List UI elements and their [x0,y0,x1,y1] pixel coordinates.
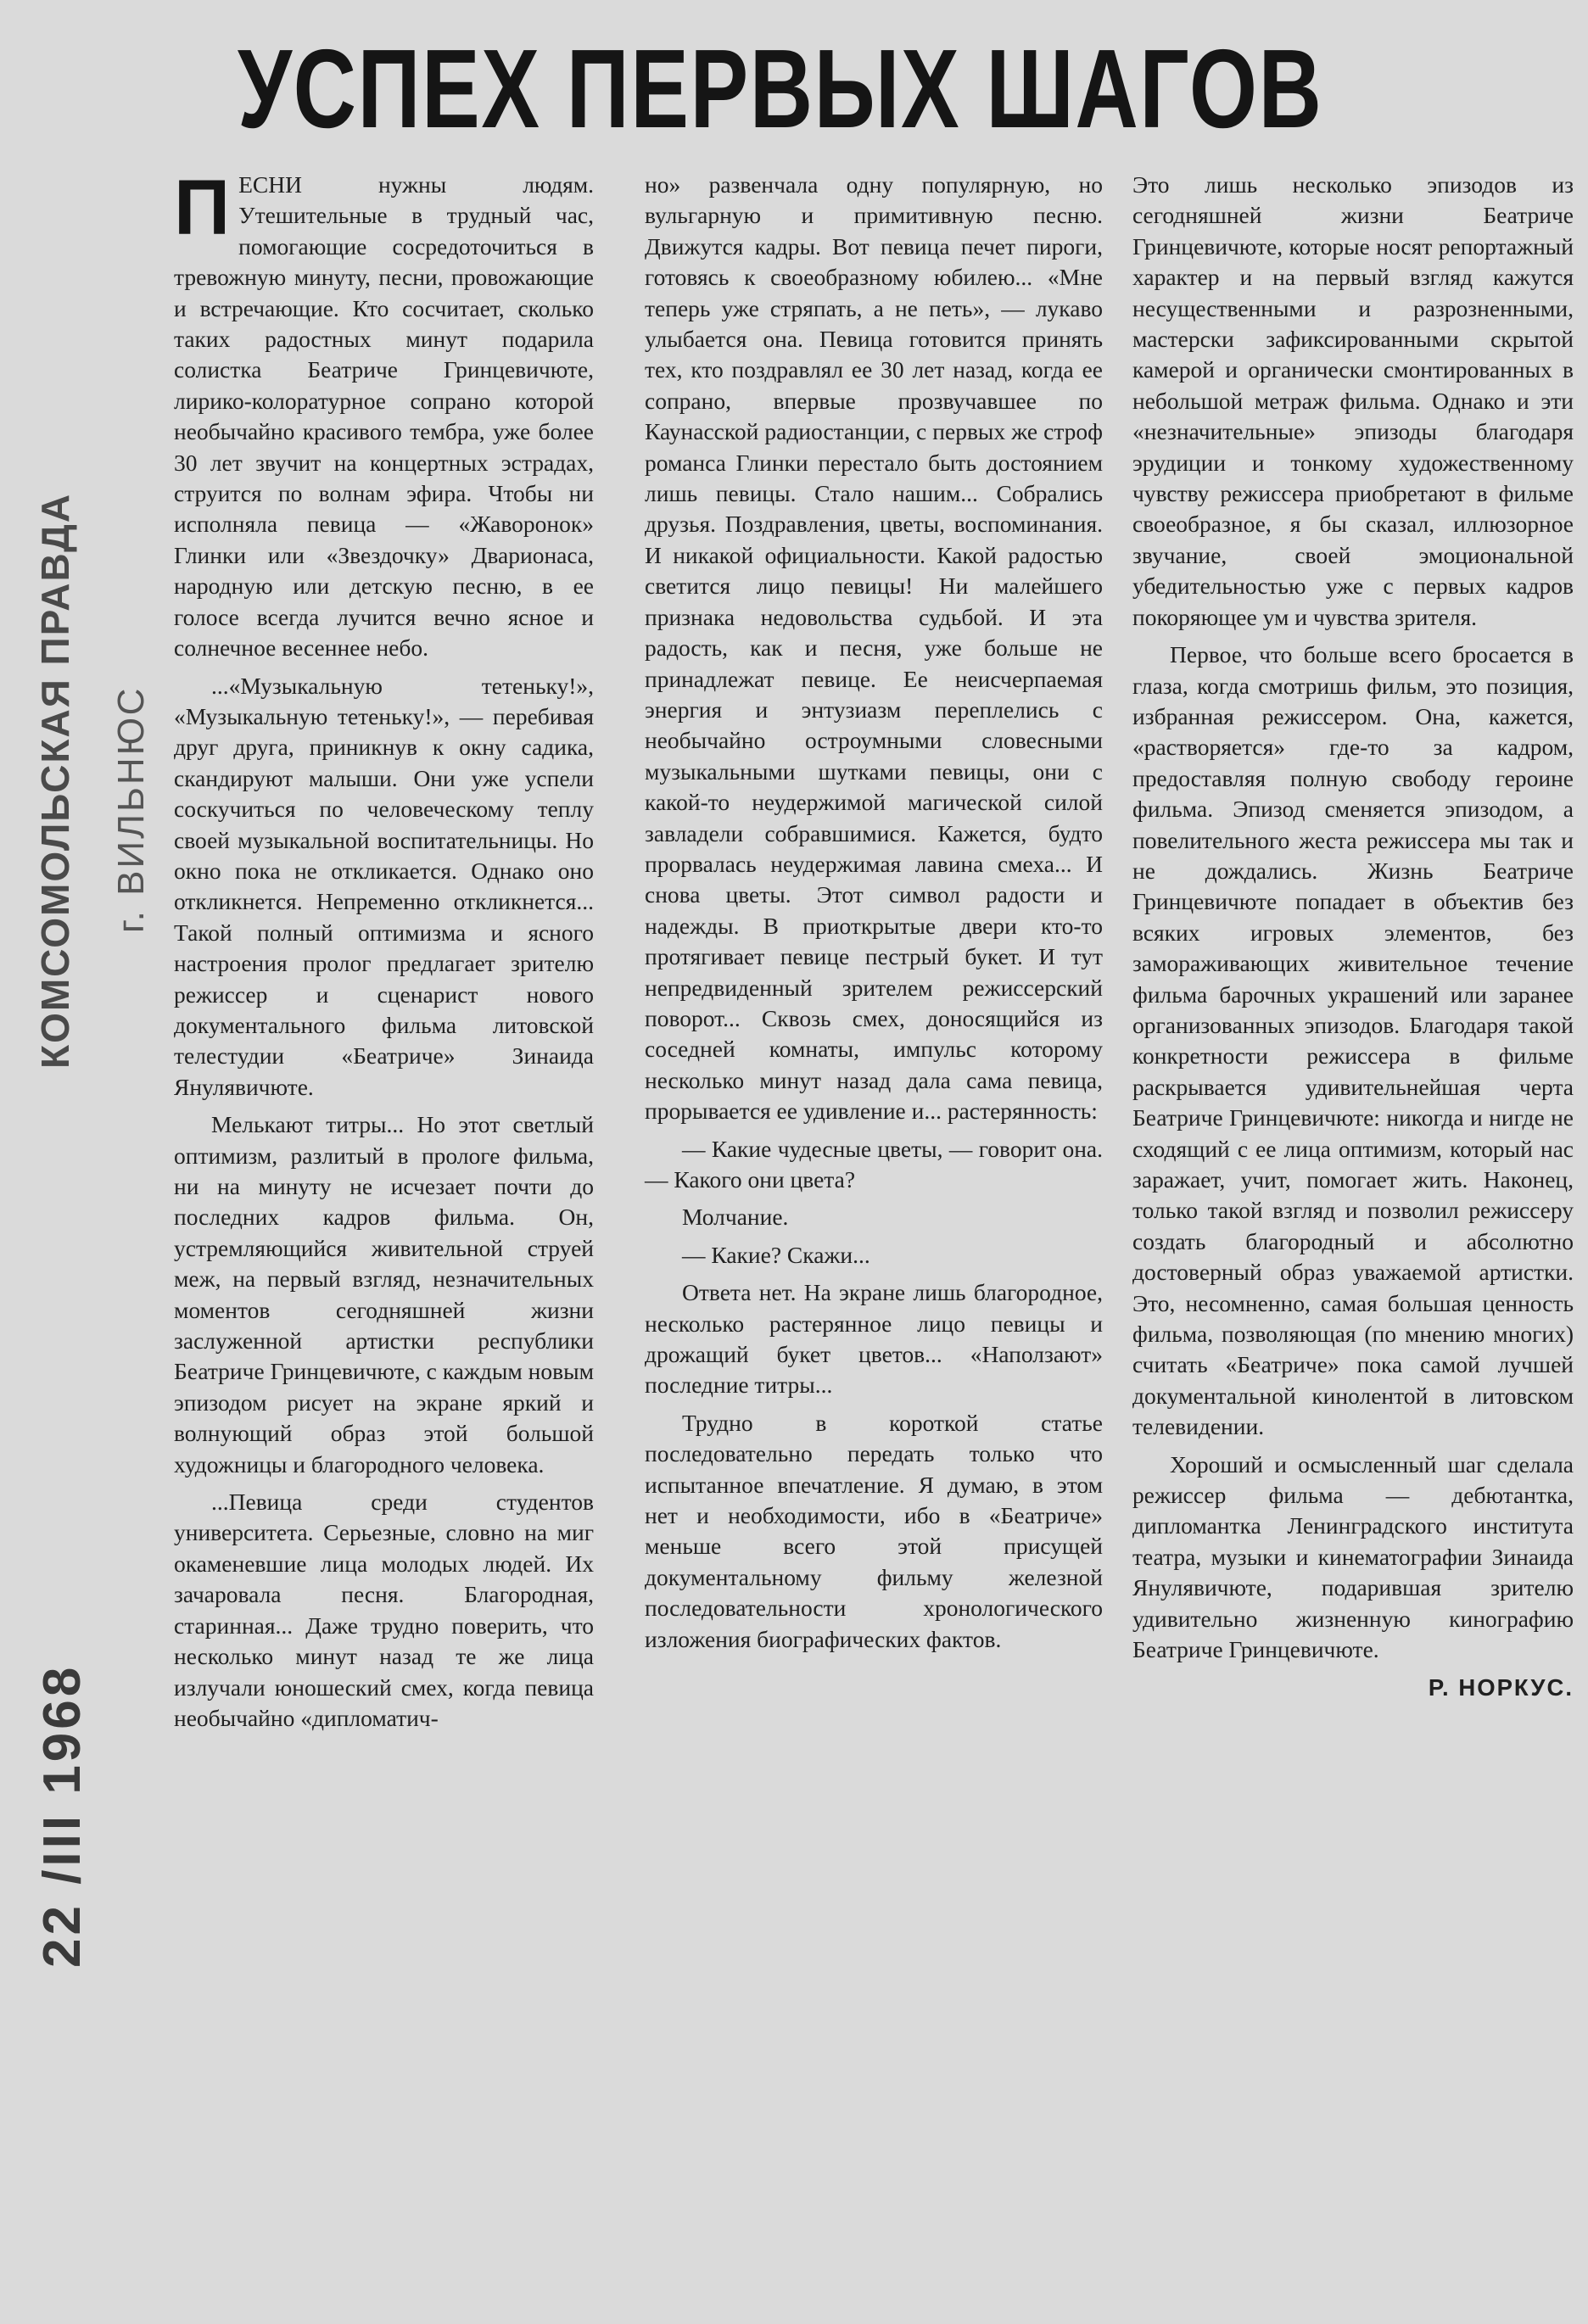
article-column-3 [1132,170,1574,1703]
paragraph: Молчание. [682,1204,789,1231]
date-text: 22 /III 1968 [33,1663,92,1968]
paragraph: Первое, что больше всего бросается в глаза, когда смотришь фильм, это позиция, избранная режиссером. Она, кажется, «растворяется» где-то за кадром, предоставляя полную свободу героине фильма. Эпизод сменяется эпизодом, а повелительного жеста режиссера мы так и не дождались. Жизнь Беатриче Гринцевичюте попадает в объектив без всяких игровых элементов, без замораживающих живительное течение фильма барочных украшений или заранее организованных эпизодов. Благодаря такой конкретности режиссера в фильме раскрывается удивительнейшая черта Беатриче Гринцевичюте: никогда и нигде не сходящий с ее лица оптимизм, который нас заражает, учит, помогает жить. Наконец, только такой взгляд и позволил режиссеру создать благородный и абсолютно достоверный образ уважаемой артистки. Это, несомненно, самая большая ценность фильма, позволяющая (по мнению многих) считать «Беатриче» пока самой лучшей документальной кинолентой в литовском телевидении. [1132,641,1574,1440]
headline: УСПЕХ ПЕРВЫХ ШАГОВ [238,26,1323,151]
paragraph: Ответа нет. На экране лишь благородное, несколько растерянное лицо певицы и дрожащий букет цветов... «Наползают» последние титры... [645,1279,1103,1399]
article-column-1 [174,165,594,1740]
paragraph: — Какие чудесные цветы, — говорит она. — Какого они цвета? [645,1135,1103,1193]
city-stamp [110,653,161,933]
paragraph [174,165,594,664]
paragraph: Трудно в короткой статье последовательно передать только что испытанное впечатление. Я думаю, в этом нет и необходимости, ибо в «Беатриче» меньше всего этой присущей документальному фильму железной последовательности хронологического изложения биографических фактов. [645,1409,1103,1652]
article-column-2 [645,170,1103,1662]
paragraph: Это лишь несколько эпизодов из сегодняшней жизни Беатриче Гринцевичюте, которые носят репортажный характер и на первый взгляд кажутся несущественными и разрозненными, мастерски зафиксированными скрытой камерой и органически смонтированных в небольшой метраж фильма. Однако и эти «незначительные» эпизоды благодаря эрудиции и тонкому художественному чувству режиссера приобретают в фильме своеобразное, я бы сказал, иллюзорное звучание, своей эмоциональной убедительностью уже с первых кадров покоряющее ум и чувства зрителя. [1132,171,1574,630]
drop-cap: П [174,165,231,251]
newspaper-name-stamp [32,492,83,1069]
paragraph: Хороший и осмысленный шаг сделала режиссер фильма — дебютантка, дипломантка Ленинградского института театра, музыки и кинематографии Зинаида Янулявичюте, подарившая зрителю удивительно жизненную кинографию Беатриче Гринцевичюте. [1132,1450,1574,1663]
paragraph: Мелькают титры... Но этот светлый оптимизм, разлитый в прологе фильма, ни на минуту не исчезает почти до последних кадров фильма. Он, устремляющийся живительной струей меж, на первый взгляд, незначительных моментов сегодняшней жизни заслуженной артистки республики Беатриче Гринцевичюте, с каждым новым эпизодом рисует на экране яркий и волнующий образ этой большой художницы и благородного человека. [174,1111,594,1478]
newspaper-name-text: КОМСОМОЛЬСКАЯ ПРАВДА [33,492,77,1069]
date-stamp [32,1595,100,1968]
paragraph: ...«Музыкальную тетеньку!», «Музыкальную тетеньку!», — перебивая друг друга, приникнув к окну садика, скандируют малыши. Они уже успели соскучиться по человеческому теплу своей музыкальной воспитательницы. Но окно пока не откликается. Однако оно откликнется. Непременно откликнется... Такой полный оптимизма и ясного настроения пролог предлагает зрителю режиссер и сценарист нового документального фильма литовской телестудии «Беатриче» Зинаида Янулявичюте. [174,672,594,1100]
paragraph: — Какие? Скажи... [682,1241,870,1268]
city-text: г. ВИЛЬНЮС [110,685,152,933]
paragraph-text: ЕСНИ нужны людям. Утешительные в трудный час, помогающие сосредоточиться в тревожную минуту, песни, провожающие и встречающие. Кто сосчитает, сколько таких радостных минут подарила солистка Беатриче Гринцевичюте, лирико-колоратурное сопрано которой необычайно красивого тембра, уже более 30 лет звучит на концертных эстрадах, струится по волнам эфира. Чтобы ни исполняла певица — «Жаворонок» Глинки или «Звездочку» Дварионаса, народную или детскую песню, в ее голосе всегда лучится вечно ясное и солнечное весеннее небо. [174,171,594,662]
paragraph: ...Певица среди студентов университета. Серьезные, словно на миг окаменевшие лица молодых людей. Их зачаровала песня. Благородная, старинная... Даже трудно поверить, что несколько минут назад те же лица излучали юношеский смех, когда певица необычайно «дипломатич- [174,1489,594,1731]
paragraph: но» развенчала одну популярную, но вульгарную и примитивную песню. Движутся кадры. Вот певица печет пироги, готовясь к своеобразному юбилею... «Мне теперь уже стряпать, а не петь», — лукаво улыбается она. Певица готовится принять тех, кто поздравлял ее 30 лет назад, когда ее сопрано, впервые прозвучавшее по Каунасской радиостанции, с первых же строф романса Глинки перестало быть достоянием лишь певицы. Стало нашим... Собрались друзья. Поздравления, цветы, воспоминания. И никакой официальности. Какой радостью светится лицо певицы! Ни малейшего признака недовольства судьбой. И эта радость, как и песня, уже больше не принадлежат певице. Ее неисчерпаемая энергия и энтузиазм переплелись с необычайно остроумными словесными музыкальными шутками певицы, они с какой-то неудержимой магической силой завладели собравшимися. Кажется, будто прорвалась неудержимая лавина смеха... И снова цветы. Этот символ радости и надежды. В приоткрытые двери кто-то протягивает певице пестрый букет. И тут непредвиденный зрителем режиссерский поворот... Сквозь смех, доносящийся из соседней комнаты, импульс которому несколько минут назад дала сама певица, прорывается ее удивление и... растерянность: [645,171,1103,1125]
author-signature: Р. НОРКУС. [1428,1673,1574,1701]
